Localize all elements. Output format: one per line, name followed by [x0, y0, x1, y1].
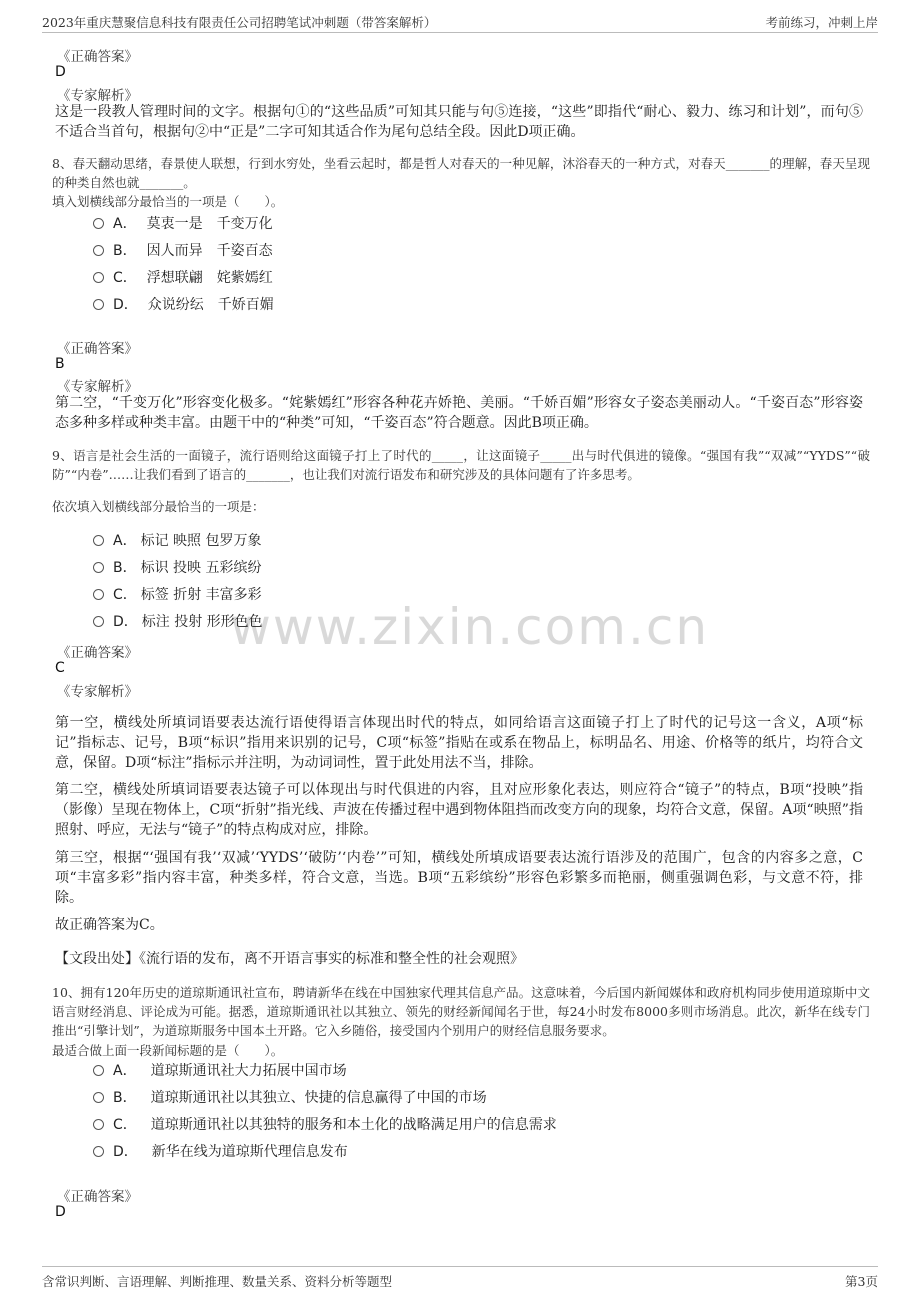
q8-option-c[interactable]: C． 浮想联翩 姹紫嫣红 — [93, 267, 273, 289]
watermark: www.zixin.com.cn — [230, 598, 710, 656]
q10-answer: D — [55, 1204, 66, 1220]
radio-icon[interactable] — [93, 535, 104, 546]
radio-icon[interactable] — [93, 589, 104, 600]
q9-answer: C — [55, 660, 65, 676]
q10-option-c[interactable]: C． 道琼斯通讯社以其独特的服务和本土化的战略满足用户的信息需求 — [93, 1114, 557, 1136]
correct-answer-label: 《正确答案》 — [57, 645, 138, 661]
expert-analysis-label: 《专家解析》 — [57, 379, 138, 395]
radio-icon[interactable] — [93, 1146, 104, 1157]
radio-icon[interactable] — [93, 218, 104, 229]
q9-option-a[interactable]: A． 标记 映照 包罗万象 — [93, 530, 261, 552]
q8-analysis: 第二空，“千变万化”形容变化极多。“姹紫嫣红”形容各种花卉娇艳、美丽。“千娇百媚”形容女子姿态美丽动人。“千姿百态”形容姿态多种多样或种类丰富。由题干中的“种类”可知，“千姿百态”符合题意。因此B项正确。 — [55, 395, 863, 431]
header-slogan: 考前练习，冲刺上岸 — [765, 15, 878, 30]
q10-option-b[interactable]: B． 道琼斯通讯社以其独立、快捷的信息赢得了中国的市场 — [93, 1087, 487, 1109]
footer-topics: 含常识判断、言语理解、判断推理、数量关系、资料分析等题型 — [42, 1274, 393, 1289]
q8-answer: B — [55, 356, 65, 372]
q9-analysis-paragraph-2: 第二空，横线处所填词语要表达镜子可以体现出与时代俱进的内容，且对应形象化表达，则应符合“镜子”的特点，B项“投映”指（影像）呈现在物体上，C项“折射”指光线、声波在传播过程中遇到物体阻挡而改变方向的现象，均符合文意，保留。A项“映照”指照射、呼应，无法与“镜子”的特点构成对应，排除。 — [55, 782, 863, 838]
page-footer — [42, 1266, 878, 1291]
q9-analysis-paragraph-1: 第一空，横线处所填词语要表达流行语使得语言体现出时代的特点，如同给语言这面镜子打上了时代的记号这一含义，A项“标记”指标志、记号，B项“标识”指用来识别的记号，C项“标签”指贴在或系在物品上，标明品名、用途、价格等的纸片，均符合文意，保留。D项“标注”指标示并注明，为动词词性，置于此处用法不当，排除。 — [55, 715, 863, 771]
q8-stem: 8、春天翻动思绪，春景使人联想，行到水穷处，坐看云起时，都是哲人对春天的一种见解，沐浴春天的一种方式，对春天_______的理解，春天呈现的种类自然也就_______。 — [52, 156, 870, 190]
q9-option-c[interactable]: C． 标签 折射 丰富多彩 — [93, 584, 262, 606]
radio-icon[interactable] — [93, 562, 104, 573]
q7-analysis: 这是一段教人管理时间的文字。根据句①的“这些品质”可知其只能与句⑤连接，“这些”即指代“耐心、毅力、练习和计划”，而句⑤不适合当首句，根据句②中“正是”二字可知其适合作为尾句总结全段。因此D项正确。 — [55, 104, 863, 140]
q7-answer: D — [55, 64, 66, 80]
page-header — [42, 10, 878, 33]
radio-icon[interactable] — [93, 1065, 104, 1076]
radio-icon[interactable] — [93, 299, 104, 310]
q9-stem: 9、语言是社会生活的一面镜子，流行语则给这面镜子打上了时代的_____，让这面镜子_____出与时代俱进的镜像。“强国有我”“双减”“YYDS”“破防”“内卷”……让我们看到了语言的_______，也让我们对流行语发布和研究涉及的具体问题有了许多思考。 — [52, 448, 870, 482]
q9-source: 【文段出处】《流行语的发布，离不开语言事实的标准和整全性的社会观照》 — [55, 951, 524, 967]
correct-answer-label: 《正确答案》 — [57, 49, 138, 65]
q10-stem: 10、拥有120年历史的道琼斯通讯社宣布，聘请新华在线在中国独家代理其信息产品。这意味着，今后国内新闻媒体和政府机构同步使用道琼斯中文语言财经消息、评论成为可能。据悉，道琼斯通讯社以其独立、领先的财经新闻闻名于世，每24小时发布8000多则市场消息。此次，新华在线专门推出“引擎计划”，为道琼斯服务中国本土开路。它入乡随俗，接受国内个别用户的财经信息服务要求。 — [52, 985, 870, 1038]
q9-analysis-paragraph-3: 第三空，根据“‘强国有我’‘双减’‘YYDS’‘破防’‘内卷’”可知，横线处所填成语要表达流行语涉及的范围广，包含的内容多之意，C项“丰富多彩”指内容丰富，种类多样，符合文意，当选。B项“五彩缤纷”形容色彩繁多而艳丽，侧重强调色彩，与文意不符，排除。 — [55, 850, 863, 906]
radio-icon[interactable] — [93, 1092, 104, 1103]
q8-option-a[interactable]: A． 莫衷一是 千变万化 — [93, 213, 273, 235]
q8-prompt: 填入划横线部分最恰当的一项是（ ）。 — [52, 194, 284, 209]
radio-icon[interactable] — [93, 245, 104, 256]
radio-icon[interactable] — [93, 272, 104, 283]
q9-conclusion: 故正确答案为C。 — [55, 917, 164, 933]
expert-analysis-label: 《专家解析》 — [57, 684, 138, 700]
correct-answer-label: 《正确答案》 — [57, 1189, 138, 1205]
q8-option-b[interactable]: B． 因人而异 千姿百态 — [93, 240, 273, 262]
document-title: 2023年重庆慧聚信息科技有限责任公司招聘笔试冲刺题（带答案解析） — [42, 15, 437, 30]
radio-icon[interactable] — [93, 1119, 104, 1130]
q8-option-d[interactable]: D． 众说纷纭 千娇百媚 — [93, 294, 274, 316]
correct-answer-label: 《正确答案》 — [57, 341, 138, 357]
page-number: 第3页 — [845, 1274, 878, 1289]
q9-option-d[interactable]: D． 标注 投射 形形色色 — [93, 611, 263, 633]
q9-prompt: 依次填入划横线部分最恰当的一项是： — [52, 499, 265, 514]
q10-prompt: 最适合做上面一段新闻标题的是（ ）。 — [52, 1043, 284, 1058]
expert-analysis-label: 《专家解析》 — [57, 88, 138, 104]
q10-option-d[interactable]: D． 新华在线为道琼斯代理信息发布 — [93, 1141, 348, 1163]
q9-option-b[interactable]: B． 标识 投映 五彩缤纷 — [93, 557, 262, 579]
q10-option-a[interactable]: A． 道琼斯通讯社大力拓展中国市场 — [93, 1060, 347, 1082]
radio-icon[interactable] — [93, 616, 104, 627]
